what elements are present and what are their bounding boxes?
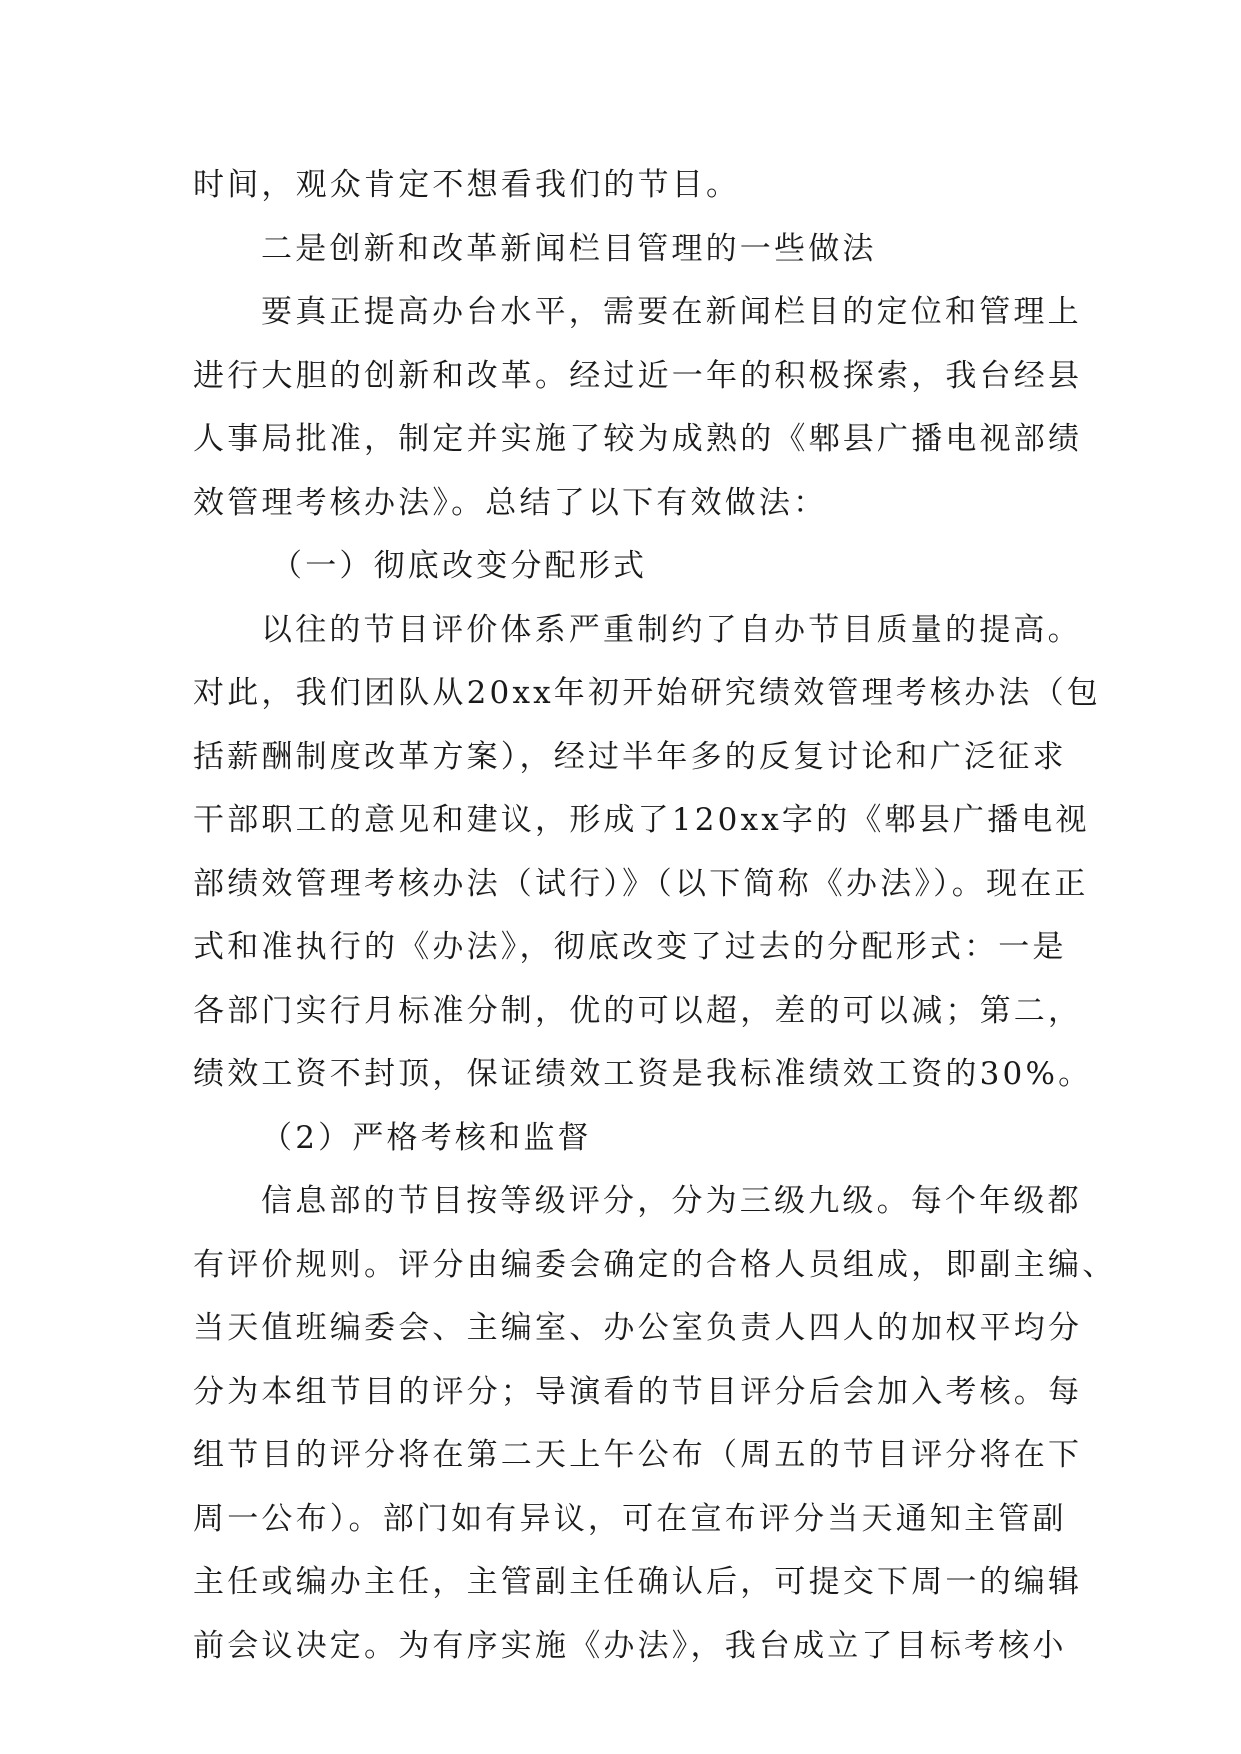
text-line: 各部门实行月标准分制，优的可以超，差的可以减；第二，: [193, 992, 1083, 1029]
text-line: 主任或编办主任，主管副主任确认后，可提交下周一的编辑: [193, 1564, 1083, 1600]
text-line: 进行大胆的创新和改革。经过近一年的积极探索，我台经县: [193, 357, 1083, 394]
text-line: 式和准执行的《办法》，彻底改变了过去的分配形式：一是: [193, 929, 1067, 965]
text-line: 绩效工资不封顶，保证绩效工资是我标准绩效工资的30%。: [193, 1056, 1093, 1092]
text-line: 括薪酬制度改革方案），经过半年多的反复讨论和广泛征求: [193, 738, 1067, 775]
text-line: 以往的节目评价体系严重制约了自办节目质量的提高。: [261, 611, 1082, 648]
text-line: 效管理考核办法》。总结了以下有效做法：: [193, 484, 828, 521]
text-line: 干部职工的意见和建议，形成了120xx字的《郫县广播电视: [193, 802, 1090, 838]
text-line: 时间，观众肯定不想看我们的节目。: [193, 167, 741, 203]
text-line: 周一公布）。部门如有异议，可在宣布评分当天通知主管副: [193, 1500, 1067, 1537]
body-text: [193, 154, 1117, 1678]
text-line: 组节目的评分将在第二天上午公布（周五的节目评分将在下: [193, 1437, 1083, 1473]
text-line: 前会议决定。为有序实施《办法》，我台成立了目标考核小: [193, 1627, 1067, 1664]
section-heading: 二是创新和改革新闻栏目管理的一些做法: [261, 230, 877, 267]
text-line: 人事局批准，制定并实施了较为成熟的《郫县广播电视部绩: [193, 421, 1083, 457]
text-line: 要真正提高办台水平，需要在新闻栏目的定位和管理上: [261, 294, 1082, 330]
subsection-heading: （一）彻底改变分配形式: [271, 548, 648, 584]
text-line: 当天值班编委会、主编室、办公室负责人四人的加权平均分: [193, 1310, 1083, 1346]
text-line: 对此，我们团队从20xx年初开始研究绩效管理考核办法（包: [193, 675, 1102, 711]
text-line: 分为本组节目的评分；导演看的节目评分后会加入考核。每: [193, 1373, 1083, 1410]
text-line: 部绩效管理考核办法（试行）》（以下简称《办法》）。现在正: [193, 865, 1089, 902]
text-line: 信息部的节目按等级评分，分为三级九级。每个年级都: [261, 1183, 1082, 1219]
subsection-heading: （2）严格考核和监督: [261, 1119, 592, 1156]
text-line: 有评价规则。评分由编委会确定的合格人员组成，即副主编、: [193, 1246, 1117, 1283]
